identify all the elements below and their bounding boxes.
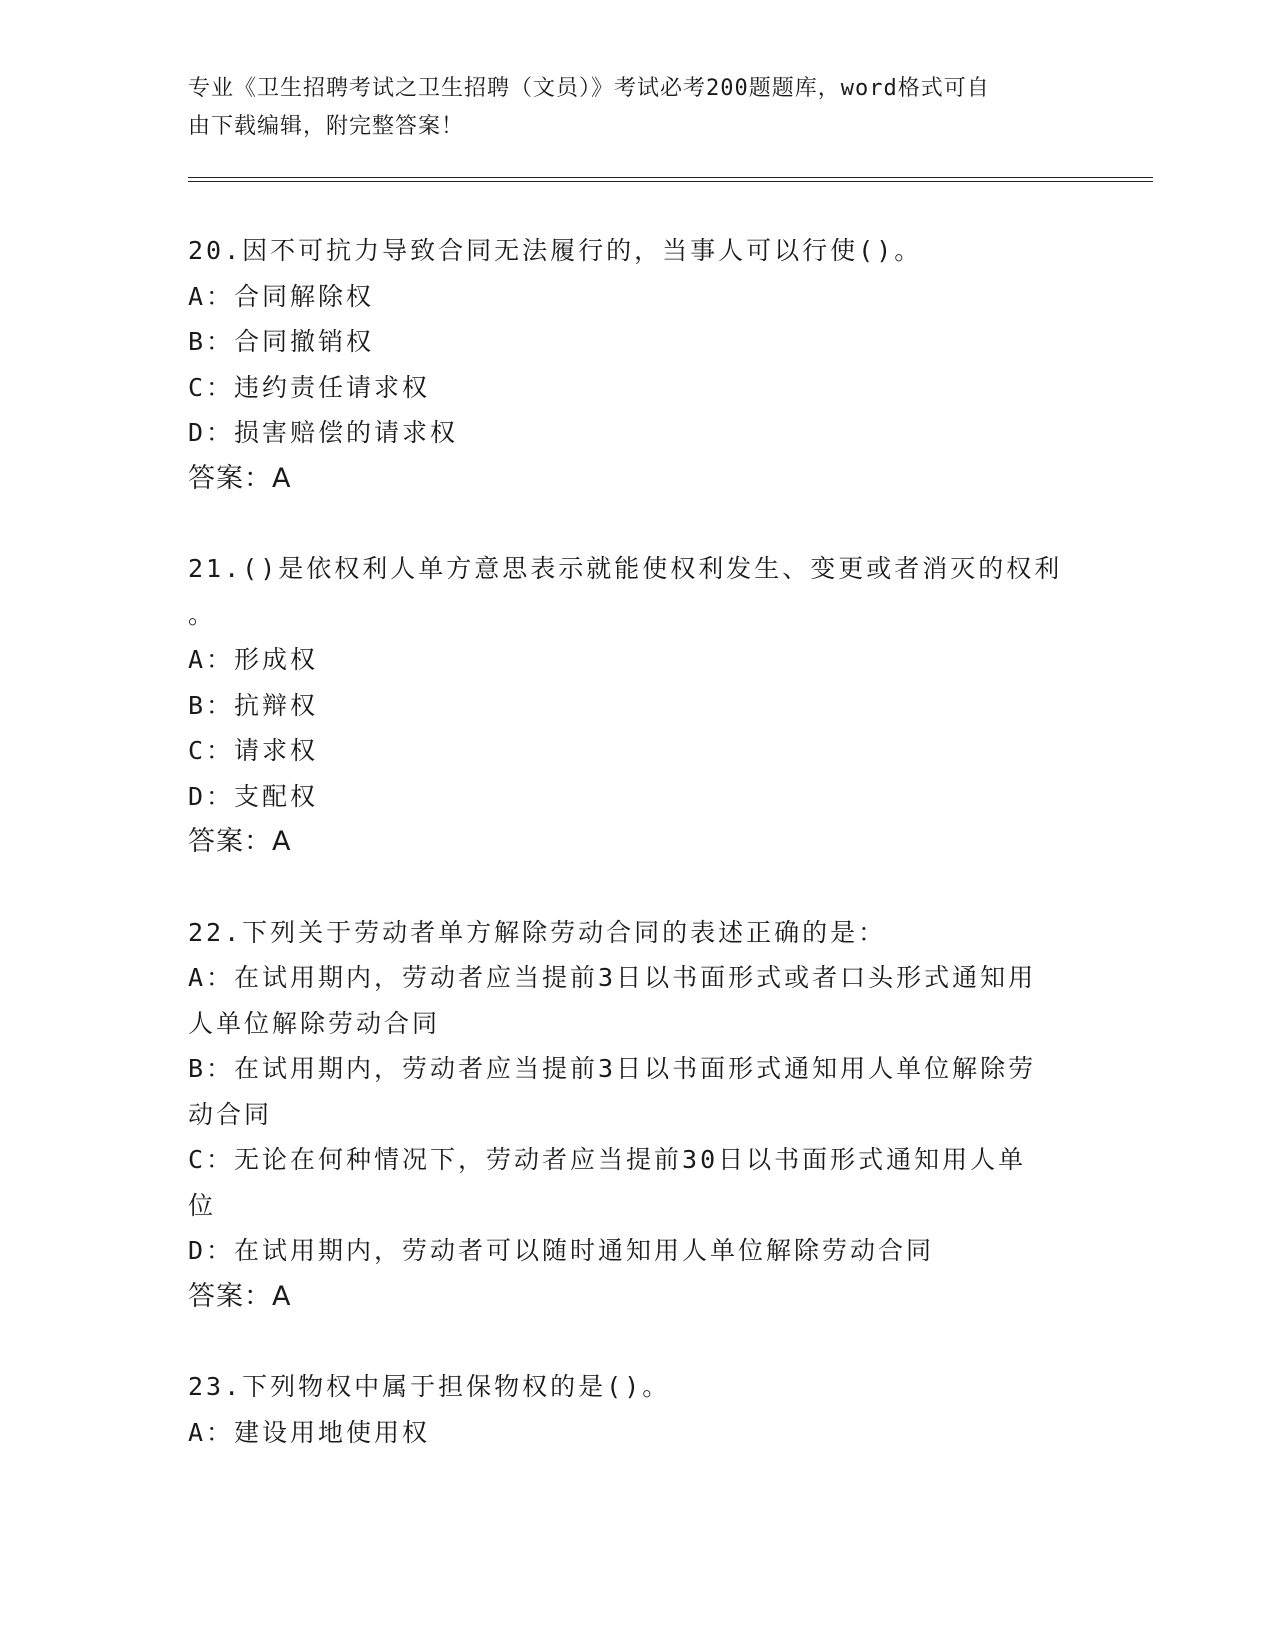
question-block — [188, 1364, 1088, 1455]
answer-option: C：违约责任请求权 — [188, 372, 431, 402]
header-line-1: 专业《卫生招聘考试之卫生招聘（文员）》考试必考200题题库，word格式可自 — [188, 76, 990, 101]
header-divider-top — [188, 177, 1153, 178]
question-block — [188, 228, 1088, 501]
header-line-2: 由下载编辑，附完整答案！ — [188, 114, 465, 139]
answer-key: 答案：A — [188, 826, 292, 857]
answer-option: B：抗辩权 — [188, 690, 319, 720]
answer-option: 人单位解除劳动合同 — [188, 1008, 441, 1038]
question-stem: 。 — [188, 599, 217, 629]
answer-option: A：形成权 — [188, 645, 319, 674]
document-header — [188, 70, 1078, 146]
answer-option: D：损害赔偿的请求权 — [188, 418, 459, 447]
answer-option: B：合同撤销权 — [188, 327, 375, 356]
answer-option: 动合同 — [188, 1099, 273, 1129]
question-list — [188, 228, 1088, 1500]
answer-option: D：支配权 — [188, 781, 319, 811]
answer-option: 位 — [188, 1190, 217, 1220]
question-block — [188, 546, 1088, 865]
question-stem: 22.下列关于劳动者单方解除劳动合同的表述正确的是： — [188, 917, 887, 947]
question-stem: 23.下列物权中属于担保物权的是()。 — [188, 1372, 671, 1401]
answer-key: 答案：A — [188, 462, 292, 494]
answer-option: C：请求权 — [188, 736, 319, 765]
answer-option: C：无论在何种情况下，劳动者应当提前30日以书面形式通知用人单 — [188, 1145, 1027, 1174]
question-stem: 20.因不可抗力导致合同无法履行的，当事人可以行使()。 — [188, 236, 923, 265]
question-stem: 21.()是依权利人单方意思表示就能使权利发生、变更或者消灭的权利 — [188, 554, 1063, 583]
question-block — [188, 910, 1088, 1320]
answer-option: D：在试用期内，劳动者可以随时通知用人单位解除劳动合同 — [188, 1236, 935, 1265]
answer-key: 答案：A — [188, 1280, 292, 1312]
answer-option: A：合同解除权 — [188, 281, 375, 311]
answer-option: A：建设用地使用权 — [188, 1417, 431, 1447]
answer-option: A：在试用期内，劳动者应当提前3日以书面形式或者口头形式通知用 — [188, 963, 1037, 992]
header-divider-bottom — [188, 181, 1153, 182]
answer-option: B：在试用期内，劳动者应当提前3日以书面形式通知用人单位解除劳 — [188, 1054, 1037, 1083]
